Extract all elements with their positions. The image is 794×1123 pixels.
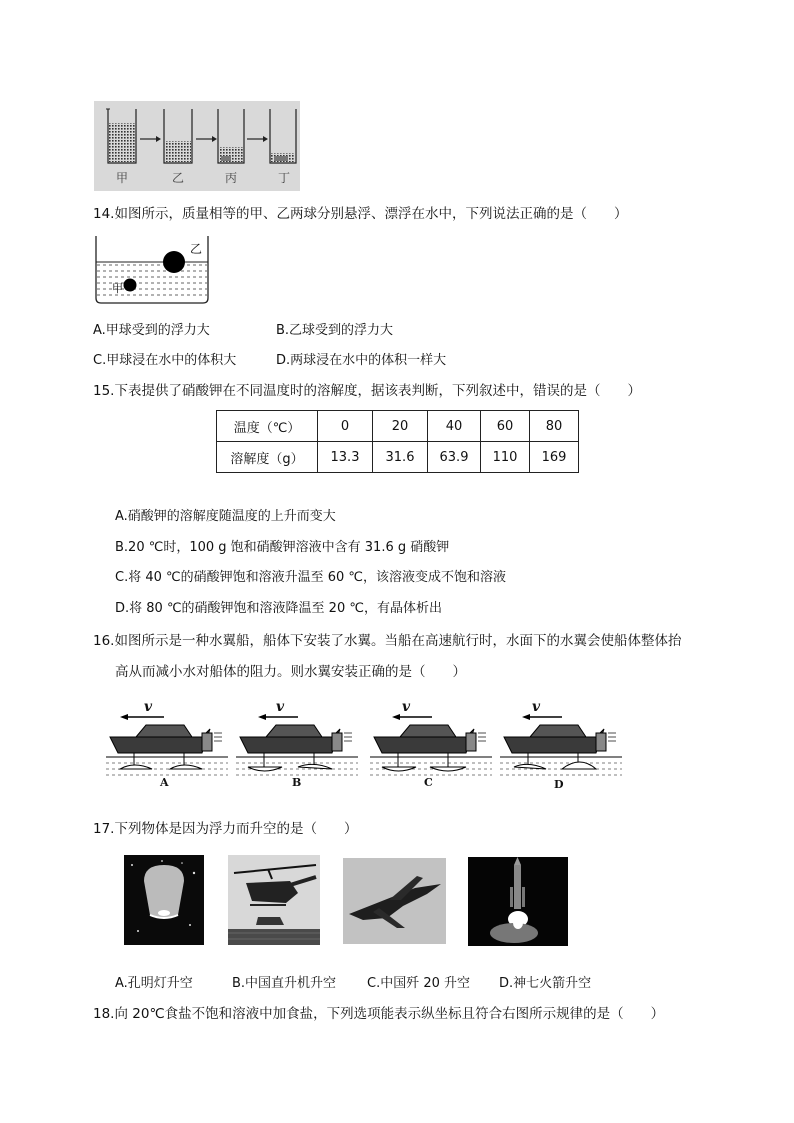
boat-d-velocity-label: v: [532, 699, 541, 715]
beaker-label-yi: 乙: [172, 171, 185, 185]
table-cell: 110: [481, 442, 530, 473]
q17-j20-fighter-photo: [343, 858, 446, 944]
q14-floating-balls-figure: [94, 234, 214, 306]
table-cell: 0: [318, 411, 373, 442]
sky-lantern-icon: [124, 855, 204, 945]
beaker-label-ding: 丁: [278, 171, 291, 185]
q16-hydrofoil-boat-a: [106, 699, 228, 793]
table-cell: 60: [481, 411, 530, 442]
helicopter-icon: [228, 855, 320, 945]
q16-stem-line2: 高从而减小水对船体的阻力。则水翼安装正确的是（ ）: [115, 664, 466, 680]
q17-option-c: C.中国歼 20 升空: [367, 976, 471, 991]
rocket-icon: [468, 857, 568, 946]
q17-sky-lantern-photo: [124, 855, 204, 945]
boat-c-label: C: [424, 776, 433, 789]
beaker-label-bing: 丙: [225, 171, 238, 185]
fighter-jet-icon: [343, 858, 446, 944]
q17-option-a: A.孔明灯升空: [115, 976, 193, 991]
q17-option-d: D.神七火箭升空: [499, 976, 592, 991]
q15-option-d: D.将 80 ℃的硝酸钾饱和溶液降温至 20 ℃，有晶体析出: [115, 601, 442, 616]
q14-ball-label-yi: 乙: [190, 242, 203, 256]
q14-option-d: D.两球浸在水中的体积一样大: [276, 353, 447, 368]
q16-stem-line1: 16.如图所示是一种水翼船，船体下安装了水翼。当船在高速航行时，水面下的水翼会使船体整体抬: [93, 633, 682, 649]
q14-option-c: C.甲球浸在水中的体积大: [93, 353, 237, 368]
table-cell: 169: [530, 442, 579, 473]
q17-helicopter-photo: [228, 855, 320, 945]
q15-option-a: A.硝酸钾的溶解度随温度的上升而变大: [115, 509, 336, 524]
q17-shenzhou7-rocket-photo: [468, 857, 568, 946]
q15-option-c: C.将 40 ℃的硝酸钾饱和溶液升温至 60 ℃，该溶液变成不饱和溶液: [115, 570, 507, 585]
q16-hydrofoil-boat-b: [236, 699, 358, 793]
q15-option-b: B.20 ℃时，100 g 饱和硝酸钾溶液中含有 31.6 g 硝酸钾: [115, 540, 450, 555]
table-cell: 13.3: [318, 442, 373, 473]
q15-solubility-table: [216, 410, 579, 473]
q17-option-b: B.中国直升机升空: [232, 976, 337, 991]
beaker-label-jia: 甲: [116, 171, 129, 185]
q14-stem: 14.如图所示，质量相等的甲、乙两球分别悬浮、漂浮在水中，下列说法正确的是（ ）: [93, 206, 628, 222]
table-cell: 40: [428, 411, 481, 442]
table-header-solubility: 溶解度（g）: [217, 442, 318, 473]
boat-b-label: B: [292, 776, 302, 789]
table-cell: 20: [373, 411, 428, 442]
table-header-temperature: 温度（℃）: [217, 411, 318, 442]
q16-hydrofoil-boat-c: [370, 699, 492, 793]
boat-a-label: A: [160, 776, 169, 789]
table-cell: 31.6: [373, 442, 428, 473]
q16-hydrofoil-boat-d: [500, 699, 622, 793]
boat-d-label: D: [554, 778, 564, 791]
beaker-sequence-figure: [94, 101, 300, 191]
q17-stem: 17.下列物体是因为浮力而升空的是（ ）: [93, 821, 358, 837]
boat-b-velocity-label: v: [276, 699, 285, 715]
q15-stem: 15.下表提供了硝酸钾在不同温度时的溶解度，据该表判断，下列叙述中，错误的是（ ）: [93, 383, 641, 399]
table-row: [217, 411, 579, 442]
table-cell: 63.9: [428, 442, 481, 473]
q14-option-a: A.甲球受到的浮力大: [93, 323, 210, 338]
q14-option-b: B.乙球受到的浮力大: [276, 323, 394, 338]
boat-c-velocity-label: v: [402, 699, 411, 715]
q18-stem: 18.向 20℃食盐不饱和溶液中加食盐，下列选项能表示纵坐标且符合右图所示规律的是（ ）: [93, 1006, 665, 1022]
table-row: [217, 442, 579, 473]
table-cell: 80: [530, 411, 579, 442]
boat-a-velocity-label: v: [144, 699, 153, 715]
q14-ball-label-jia: 甲: [112, 282, 123, 295]
